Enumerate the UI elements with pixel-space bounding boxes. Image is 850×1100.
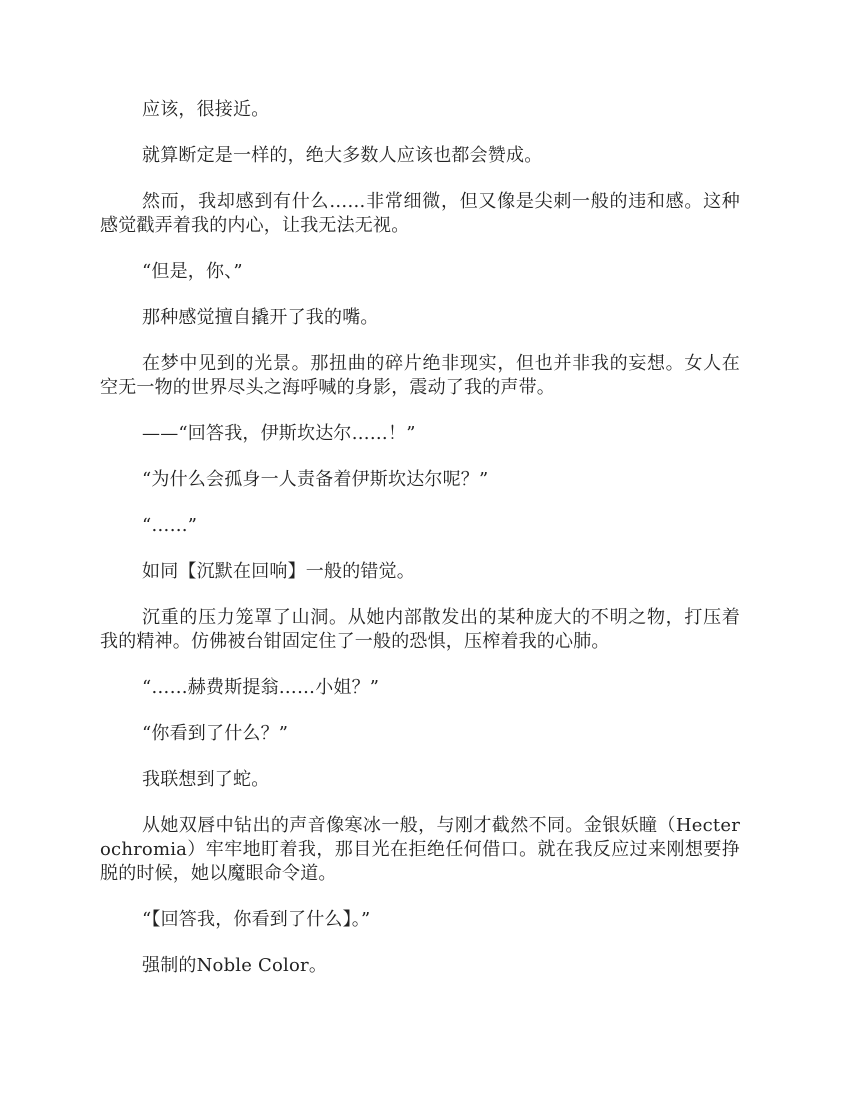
paragraph-8: “为什么会孤身一人责备着伊斯坎达尔呢？” xyxy=(142,469,489,490)
paragraph-3: 然而，我却感到有什么……非常细微，但又像是尖刺一般的违和感。这种感觉戳弄着我的内心，让我无法无视。 xyxy=(100,191,740,236)
paragraph-13: “你看到了什么？” xyxy=(142,723,289,744)
paragraph-12: “……赫费斯提翁……小姐？” xyxy=(142,677,380,698)
paragraph-2: 就算断定是一样的，绝大多数人应该也都会赞成。 xyxy=(142,145,543,166)
paragraph-15: 从她双唇中钻出的声音像寒冰一般，与刚才截然不同。金银妖瞳（Hecterochromia）牢牢地盯着我，那目光在拒绝任何借口。就在我反应过来刚想要挣脱的时候，她以魔眼命令道。 xyxy=(100,815,740,884)
paragraph-6: 在梦中见到的光景。那扭曲的碎片绝非现实，但也并非我的妄想。女人在空无一物的世界尽头之海呼喊的身影，震动了我的声带。 xyxy=(100,353,740,398)
paragraph-17: 强制的Noble Color。 xyxy=(142,955,328,976)
paragraph-7: ——“回答我，伊斯坎达尔……！” xyxy=(142,423,416,444)
document-body xyxy=(100,98,740,1000)
paragraph-5: 那种感觉擅自撬开了我的嘴。 xyxy=(142,307,379,328)
paragraph-9: “……” xyxy=(142,515,198,536)
paragraph-1: 应该，很接近。 xyxy=(142,99,270,120)
paragraph-16: “【回答我，你看到了什么】。” xyxy=(142,909,371,930)
paragraph-11: 沉重的压力笼罩了山洞。从她内部散发出的某种庞大的不明之物，打压着我的精神。仿佛被台钳固定住了一般的恐惧，压榨着我的心肺。 xyxy=(100,607,740,652)
paragraph-14: 我联想到了蛇。 xyxy=(142,769,270,790)
paragraph-4: “但是，你、” xyxy=(142,261,243,282)
paragraph-10: 如同【沉默在回响】一般的错觉。 xyxy=(142,561,415,582)
